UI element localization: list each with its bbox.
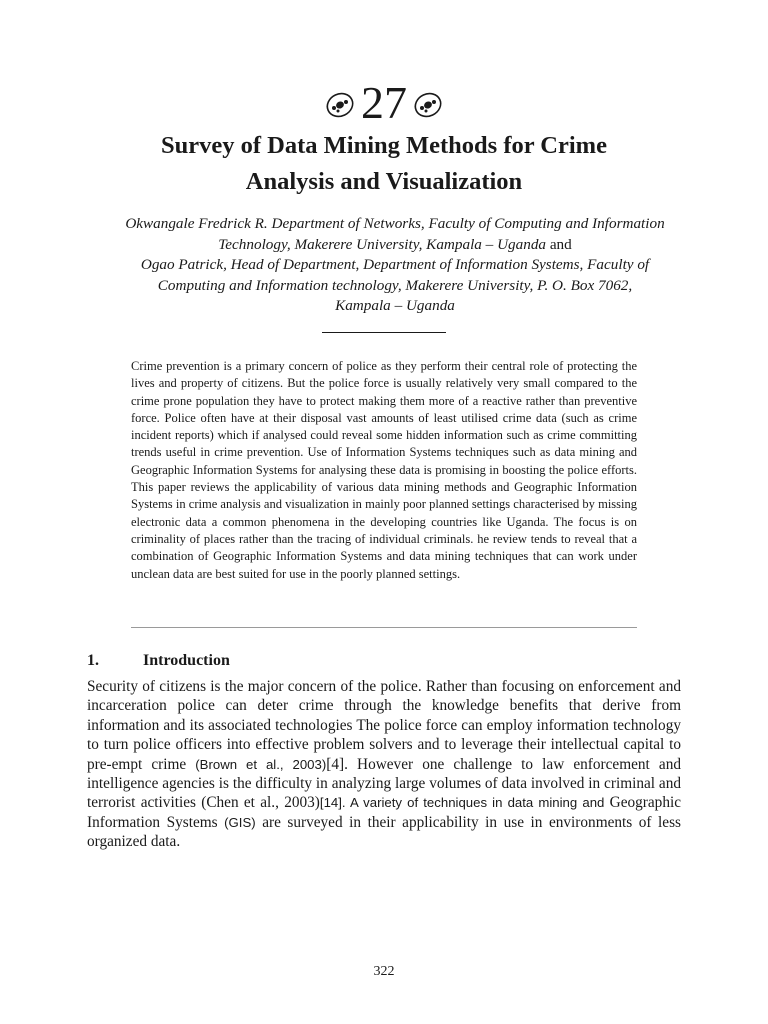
intro-text-3: Geographic Information Systems — [87, 794, 682, 831]
author-affiliations — [100, 214, 690, 317]
author-line-2: Technology, Makerere University, Kampala – Uganda — [218, 235, 547, 253]
intro-text-1: Security of citizens is the major concern of the police. Rather than focusing on enforcement and incarceration police can deter crime through the knowledge benefits that derive from information and its associated technologies The police force can employ information technology to turn police officers into effective problem solvers and to leverage their intellectual capital to pre-empt crime — [87, 678, 681, 773]
chapter-number-block — [0, 78, 768, 128]
intro-text-4: are surveyed in their applicability in use in environments of less organized data. — [87, 813, 681, 851]
gis-abbrev: (GIS) — [224, 814, 256, 830]
section-number: 1. — [87, 652, 99, 669]
page-number: 322 — [373, 964, 395, 979]
author-line-1: Okwangale Fredrick R. Department of Networks, Faculty of Computing and Information — [125, 215, 665, 232]
disc-icon — [325, 90, 355, 120]
author-line-4: Computing and Information technology, Makerere University, P. O. Box 7062, — [157, 276, 633, 294]
citation-chen: [14]. A variety of techniques in data mining and — [319, 795, 605, 811]
chapter-number: 27 — [361, 77, 407, 128]
title-line-1: Survey of Data Mining Methods for Crime — [161, 132, 607, 159]
disc-icon — [413, 90, 443, 120]
author-and: and — [549, 235, 572, 253]
author-line-3: Ogao Patrick, Head of Department, Department of Information Systems, Faculty of — [140, 256, 650, 273]
paper-title — [60, 128, 708, 200]
author-line-5: Kampala – Uganda — [335, 297, 455, 314]
title-line-2: Analysis and Visualization — [245, 168, 523, 195]
abstract: Crime prevention is a primary concern of police as they perform their central role of protecting the lives and property of citizens. But the police force is usually relatively very small compared to the crime prone population they have to protect making them more of a reactive rather than preventive force. Police often have at their disposal vast amounts of least utilised crime data (such as crime incident reports) which if analysed could reveal some hidden information such as crime committing trends useful in crime prevention. Use of Information Systems techniques such as data mining and Geographic Information Systems for analysing these data is promising in boosting the police efforts. This paper reviews the applicability of various data mining methods and Geographic Information Systems in crime analysis and visualization in mainly poor planned settings characterised by missing electronic data a common phenomena in the developing countries like Uganda. The focus is on criminality of places rather than the tracing of individual criminals. he review tends to reveal that a combination of Geographic Information Systems and data mining techniques that can work under unclean data are best suited for use in the poorly planned settings. — [131, 359, 637, 581]
intro-text-2: [4]. However one challenge to law enforcement and intelligence agencies is the difficulty in analyzing large volumes of data involved in criminal and terrorist activities (Chen et al., 2003) — [87, 755, 681, 812]
section-title: Introduction — [143, 652, 230, 669]
citation-brown: (Brown et al., 2003) — [195, 756, 327, 772]
author-divider — [322, 332, 446, 333]
section-heading — [87, 651, 487, 671]
intro-paragraph — [87, 677, 681, 852]
abstract-divider — [131, 627, 637, 628]
